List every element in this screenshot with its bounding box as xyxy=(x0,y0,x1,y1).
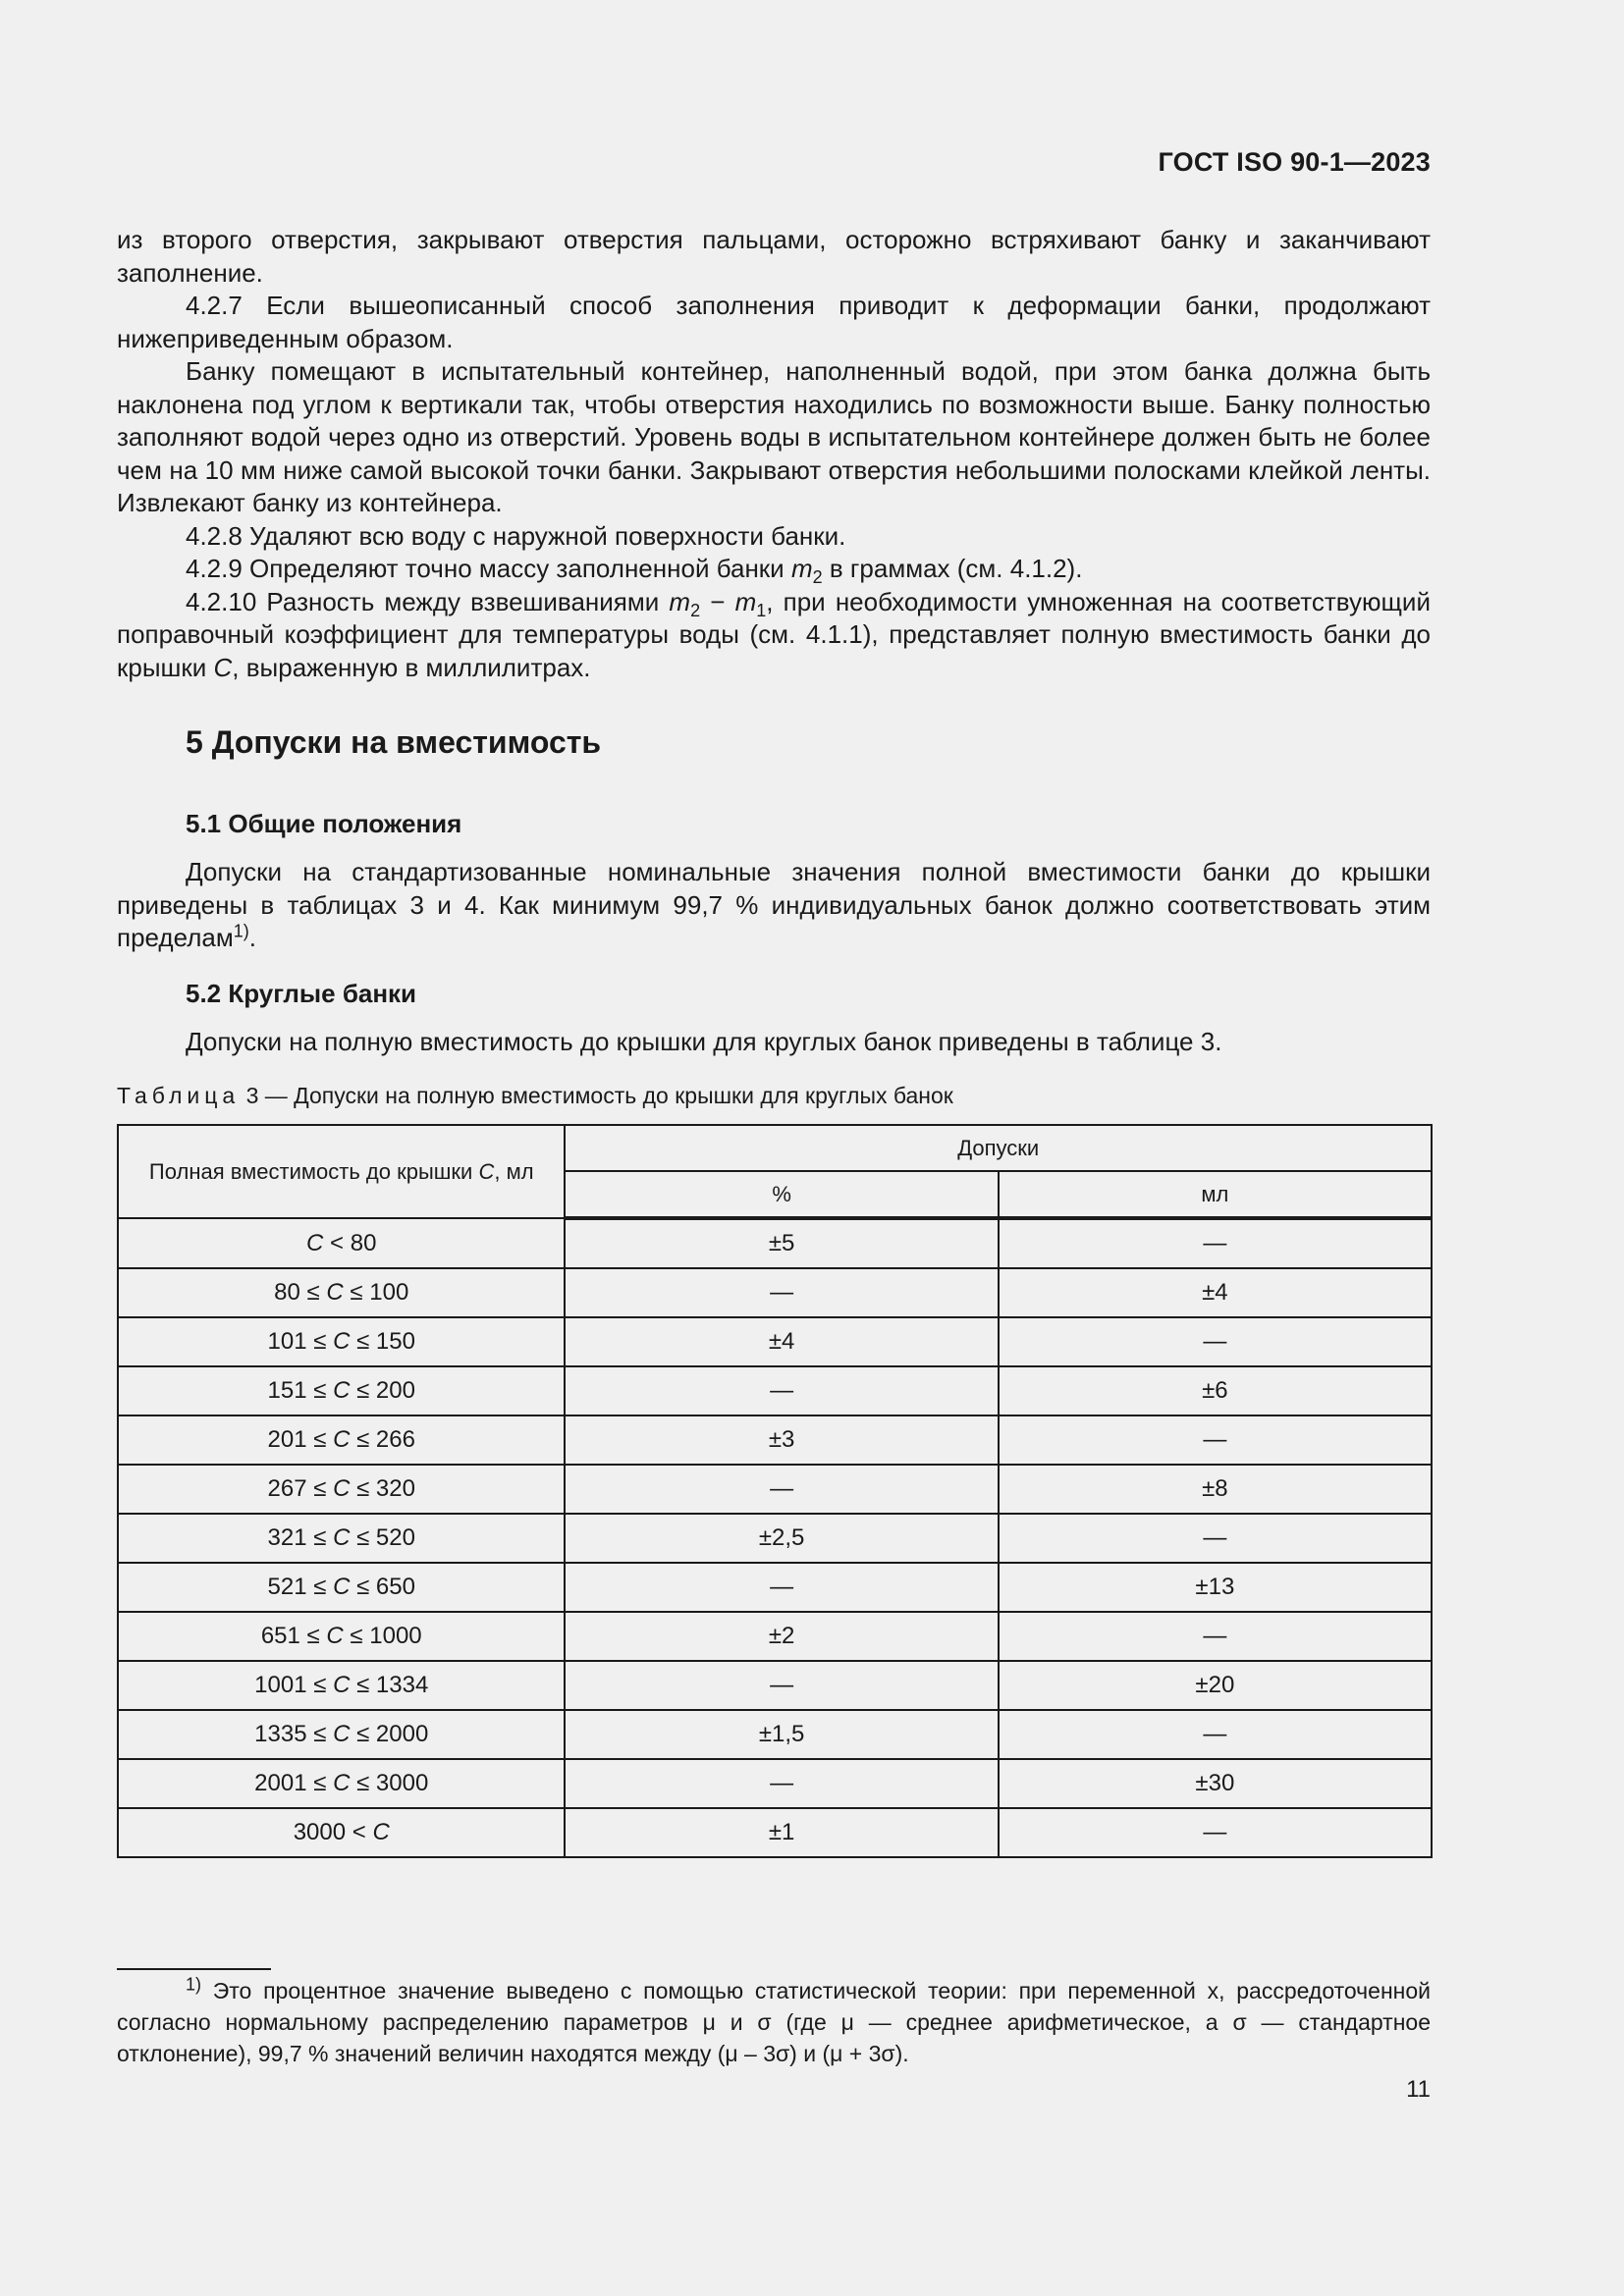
range-op-high: ≤ xyxy=(343,1279,370,1306)
range-low: 3000 xyxy=(293,1819,347,1845)
range-high: 150 xyxy=(375,1328,415,1355)
range-low: 267 xyxy=(267,1475,307,1502)
range-op-low: ≤ xyxy=(299,1623,327,1649)
range-var: C xyxy=(333,1770,351,1796)
range-op-high: ≤ xyxy=(350,1328,376,1355)
cell-tolerance-percent: — xyxy=(565,1759,998,1808)
paragraph-5-2: Допуски на полную вместимость до крышки для круглых банок приведены в таблице 3. xyxy=(186,1027,1222,1056)
cell-tolerance-ml: — xyxy=(999,1612,1432,1661)
range-high: 650 xyxy=(375,1574,415,1600)
table-row xyxy=(118,1366,1432,1415)
p4210-text-b: , при необходимости умноженная на соответствующий поправочный коэффициент для температуры воды (см. 4.1.1), представляет полную вместимость банки до крышки xyxy=(117,586,1431,682)
header-ml: мл xyxy=(999,1171,1432,1218)
cell-tolerance-ml: — xyxy=(999,1218,1432,1268)
cell-tolerance-ml: — xyxy=(999,1317,1432,1366)
cell-tolerance-ml: ±30 xyxy=(999,1759,1432,1808)
range-high: 266 xyxy=(375,1426,415,1453)
p4210-sub1: 1 xyxy=(756,600,767,620)
footnote-paragraph xyxy=(117,1975,1431,2069)
table-row xyxy=(118,1514,1432,1563)
range-op-low: ≤ xyxy=(299,1279,327,1306)
header-tolerances: Допуски xyxy=(565,1125,1432,1171)
table-row xyxy=(118,1317,1432,1366)
range-high: 100 xyxy=(369,1279,409,1306)
range-high: 3000 xyxy=(375,1770,429,1796)
cell-capacity-range xyxy=(118,1661,565,1710)
header-capacity-b: , мл xyxy=(494,1158,534,1184)
range-low: 321 xyxy=(267,1524,307,1551)
table-row xyxy=(118,1268,1432,1317)
header-capacity-var: C xyxy=(478,1158,495,1184)
range-low: 151 xyxy=(267,1377,307,1404)
section-5-1-body xyxy=(117,856,1431,955)
page-number: 11 xyxy=(1406,2076,1431,2103)
section-5-title: 5 Допуски на вместимость xyxy=(186,724,602,760)
range-var: C xyxy=(333,1475,351,1502)
range-var: C xyxy=(306,1229,324,1256)
document-header: ГОСТ ISO 90-1—2023 xyxy=(1158,147,1431,177)
range-var: C xyxy=(372,1819,390,1845)
p4210-var-m1: m xyxy=(734,586,757,616)
range-op-high: ≤ xyxy=(350,1475,376,1502)
range-op-low: ≤ xyxy=(306,1672,334,1698)
paragraph-4-2-9 xyxy=(117,553,1431,586)
range-op-high: ≤ xyxy=(350,1721,376,1747)
header-percent: % xyxy=(565,1171,998,1218)
range-var: C xyxy=(326,1623,344,1649)
cell-tolerance-ml: ±6 xyxy=(999,1366,1432,1415)
table-row xyxy=(118,1218,1432,1268)
range-high: 2000 xyxy=(375,1721,429,1747)
range-op-low: ≤ xyxy=(306,1770,334,1796)
range-var: C xyxy=(333,1377,351,1404)
tolerance-table xyxy=(117,1124,1433,1858)
cell-tolerance-ml: — xyxy=(999,1710,1432,1759)
range-op-low: ≤ xyxy=(306,1377,334,1404)
cell-tolerance-percent: ±3 xyxy=(565,1415,998,1465)
range-high: 320 xyxy=(375,1475,415,1502)
table-row xyxy=(118,1661,1432,1710)
cell-tolerance-ml: — xyxy=(999,1415,1432,1465)
cell-tolerance-percent: — xyxy=(565,1366,998,1415)
range-op-high: ≤ xyxy=(350,1426,376,1453)
range-low: 2001 xyxy=(254,1770,307,1796)
p4210-minus: − xyxy=(710,586,726,616)
paragraph-4-2-8: 4.2.8 Удаляют всю воду с наружной поверхности банки. xyxy=(186,520,846,551)
cell-capacity-range xyxy=(118,1465,565,1514)
range-high: 80 xyxy=(350,1229,377,1256)
range-var: C xyxy=(333,1672,351,1698)
range-low: 1001 xyxy=(254,1672,307,1698)
footnote-ref: 1) xyxy=(233,921,249,941)
cell-tolerance-percent: ±1 xyxy=(565,1808,998,1857)
header-capacity-a: Полная вместимость до крышки xyxy=(148,1158,473,1184)
table-row xyxy=(118,1808,1432,1857)
p4210-text-c: , выраженную в миллилитрах. xyxy=(232,652,591,682)
table-row xyxy=(118,1415,1432,1465)
range-op-high: ≤ xyxy=(350,1672,376,1698)
cell-tolerance-percent: ±5 xyxy=(565,1218,998,1268)
range-op-high: ≤ xyxy=(350,1377,376,1404)
range-low: 1335 xyxy=(254,1721,307,1747)
cell-capacity-range xyxy=(118,1759,565,1808)
header-capacity xyxy=(118,1125,565,1218)
range-low: 101 xyxy=(267,1328,307,1355)
p429-text-b: в граммах (см. 4.1.2). xyxy=(829,554,1083,583)
s51-text: Допуски на стандартизованные номинальные значения полной вместимости банки до крышки приведены в таблицах 3 и 4. Как минимум 99,7 % индивидуальных банок должно соответствовать этим пределам xyxy=(117,857,1431,952)
footnote xyxy=(117,1975,1431,2069)
cell-capacity-range xyxy=(118,1366,565,1415)
cell-tolerance-percent: ±2 xyxy=(565,1612,998,1661)
range-op-high: < xyxy=(323,1229,351,1256)
paragraph-4-2-7: 4.2.7 Если вышеописанный способ заполнения приводит к деформации банки, продолжают нижеприведенным образом. xyxy=(117,291,1431,353)
table-row xyxy=(118,1465,1432,1514)
table-caption-prefix: Таблица xyxy=(117,1083,241,1108)
cell-tolerance-ml: ±4 xyxy=(999,1268,1432,1317)
s51-end: . xyxy=(248,923,256,952)
cell-capacity-range xyxy=(118,1563,565,1612)
cell-capacity-range xyxy=(118,1808,565,1857)
body-text-block xyxy=(117,224,1431,684)
range-high: 1000 xyxy=(369,1623,422,1649)
p429-var-m: m xyxy=(790,554,813,583)
p429-text-a: 4.2.9 Определяют точно массу заполненной банки xyxy=(186,554,785,583)
paragraph-continuation: из второго отверстия, закрывают отверстия пальцами, осторожно встряхивают банку и заканчивают заполнение. xyxy=(117,225,1431,288)
section-5-1-title: 5.1 Общие положения xyxy=(186,809,462,838)
range-var: C xyxy=(333,1328,351,1355)
cell-tolerance-ml: ±13 xyxy=(999,1563,1432,1612)
table-row xyxy=(118,1710,1432,1759)
range-var: C xyxy=(333,1574,351,1600)
range-op-low: < xyxy=(346,1819,373,1845)
table-body xyxy=(118,1218,1432,1857)
p4210-text-a: 4.2.10 Разность между взвешиваниями xyxy=(186,586,660,616)
cell-tolerance-percent: — xyxy=(565,1465,998,1514)
footnote-text: Это процентное значение выведено с помощью статистической теории: при переменной x, рассредоточенной согласно нормальному распределению параметров μ и σ (где μ — среднее арифметическое, а σ — стандартное отклонение), 99,7 % значений величин находятся между (μ – 3σ) и (μ + 3σ). xyxy=(117,1978,1432,2066)
cell-capacity-range xyxy=(118,1317,565,1366)
cell-tolerance-percent: ±1,5 xyxy=(565,1710,998,1759)
cell-tolerance-ml: — xyxy=(999,1514,1432,1563)
range-low: 651 xyxy=(260,1623,300,1649)
p4210-var-c: C xyxy=(213,652,233,682)
range-op-low: ≤ xyxy=(306,1574,334,1600)
range-high: 200 xyxy=(375,1377,415,1404)
cell-capacity-range xyxy=(118,1218,565,1268)
cell-tolerance-percent: ±4 xyxy=(565,1317,998,1366)
cell-capacity-range xyxy=(118,1612,565,1661)
range-op-high: ≤ xyxy=(350,1574,376,1600)
cell-tolerance-ml: ±20 xyxy=(999,1661,1432,1710)
range-var: C xyxy=(326,1279,344,1306)
table-caption-text: 3 — Допуски на полную вместимость до крышки для круглых банок xyxy=(245,1083,953,1108)
cell-capacity-range xyxy=(118,1514,565,1563)
range-var: C xyxy=(333,1721,351,1747)
range-op-high: ≤ xyxy=(350,1524,376,1551)
range-op-low: ≤ xyxy=(306,1328,334,1355)
section-5-2-body xyxy=(117,1026,1431,1059)
paragraph-5-1 xyxy=(117,856,1431,955)
range-low: 80 xyxy=(274,1279,300,1306)
range-op-high: ≤ xyxy=(343,1623,370,1649)
cell-capacity-range xyxy=(118,1415,565,1465)
p4210-sub2: 2 xyxy=(690,600,701,620)
paragraph-4-2-10 xyxy=(117,586,1431,685)
range-high: 1334 xyxy=(375,1672,429,1698)
cell-tolerance-ml: — xyxy=(999,1808,1432,1857)
range-op-low: ≤ xyxy=(306,1721,334,1747)
table-caption xyxy=(117,1083,953,1109)
cell-tolerance-percent: — xyxy=(565,1661,998,1710)
section-5-2-title: 5.2 Круглые банки xyxy=(186,979,417,1008)
range-var: C xyxy=(333,1524,351,1551)
cell-tolerance-percent: — xyxy=(565,1563,998,1612)
footnote-marker: 1) xyxy=(186,1974,202,1995)
range-high: 520 xyxy=(375,1524,415,1551)
footnote-divider xyxy=(117,1968,271,1970)
range-op-low: ≤ xyxy=(306,1524,334,1551)
p429-sub: 2 xyxy=(812,567,823,588)
range-op-high: ≤ xyxy=(350,1770,376,1796)
range-op-low: ≤ xyxy=(306,1426,334,1453)
table-row xyxy=(118,1612,1432,1661)
cell-tolerance-ml: ±8 xyxy=(999,1465,1432,1514)
table-row xyxy=(118,1563,1432,1612)
p4210-var-m2: m xyxy=(669,586,691,616)
cell-capacity-range xyxy=(118,1710,565,1759)
cell-capacity-range xyxy=(118,1268,565,1317)
cell-tolerance-percent: — xyxy=(565,1268,998,1317)
paragraph-filling-method: Банку помещают в испытательный контейнер, наполненный водой, при этом банка должна быть наклонена под углом к вертикали так, чтобы отверстия находились по возможности выше. Банку полностью заполняют водой через одно из отверстий. Уровень воды в испытательном контейнере должен быть не более чем на 10 мм ниже самой высокой точки банки. Закрывают отверстия небольшими полосками клейкой ленты. Извлекают банку из контейнера. xyxy=(117,356,1431,517)
table-row xyxy=(118,1759,1432,1808)
range-low: 521 xyxy=(267,1574,307,1600)
range-var: C xyxy=(333,1426,351,1453)
range-op-low: ≤ xyxy=(306,1475,334,1502)
range-low: 201 xyxy=(267,1426,307,1453)
cell-tolerance-percent: ±2,5 xyxy=(565,1514,998,1563)
